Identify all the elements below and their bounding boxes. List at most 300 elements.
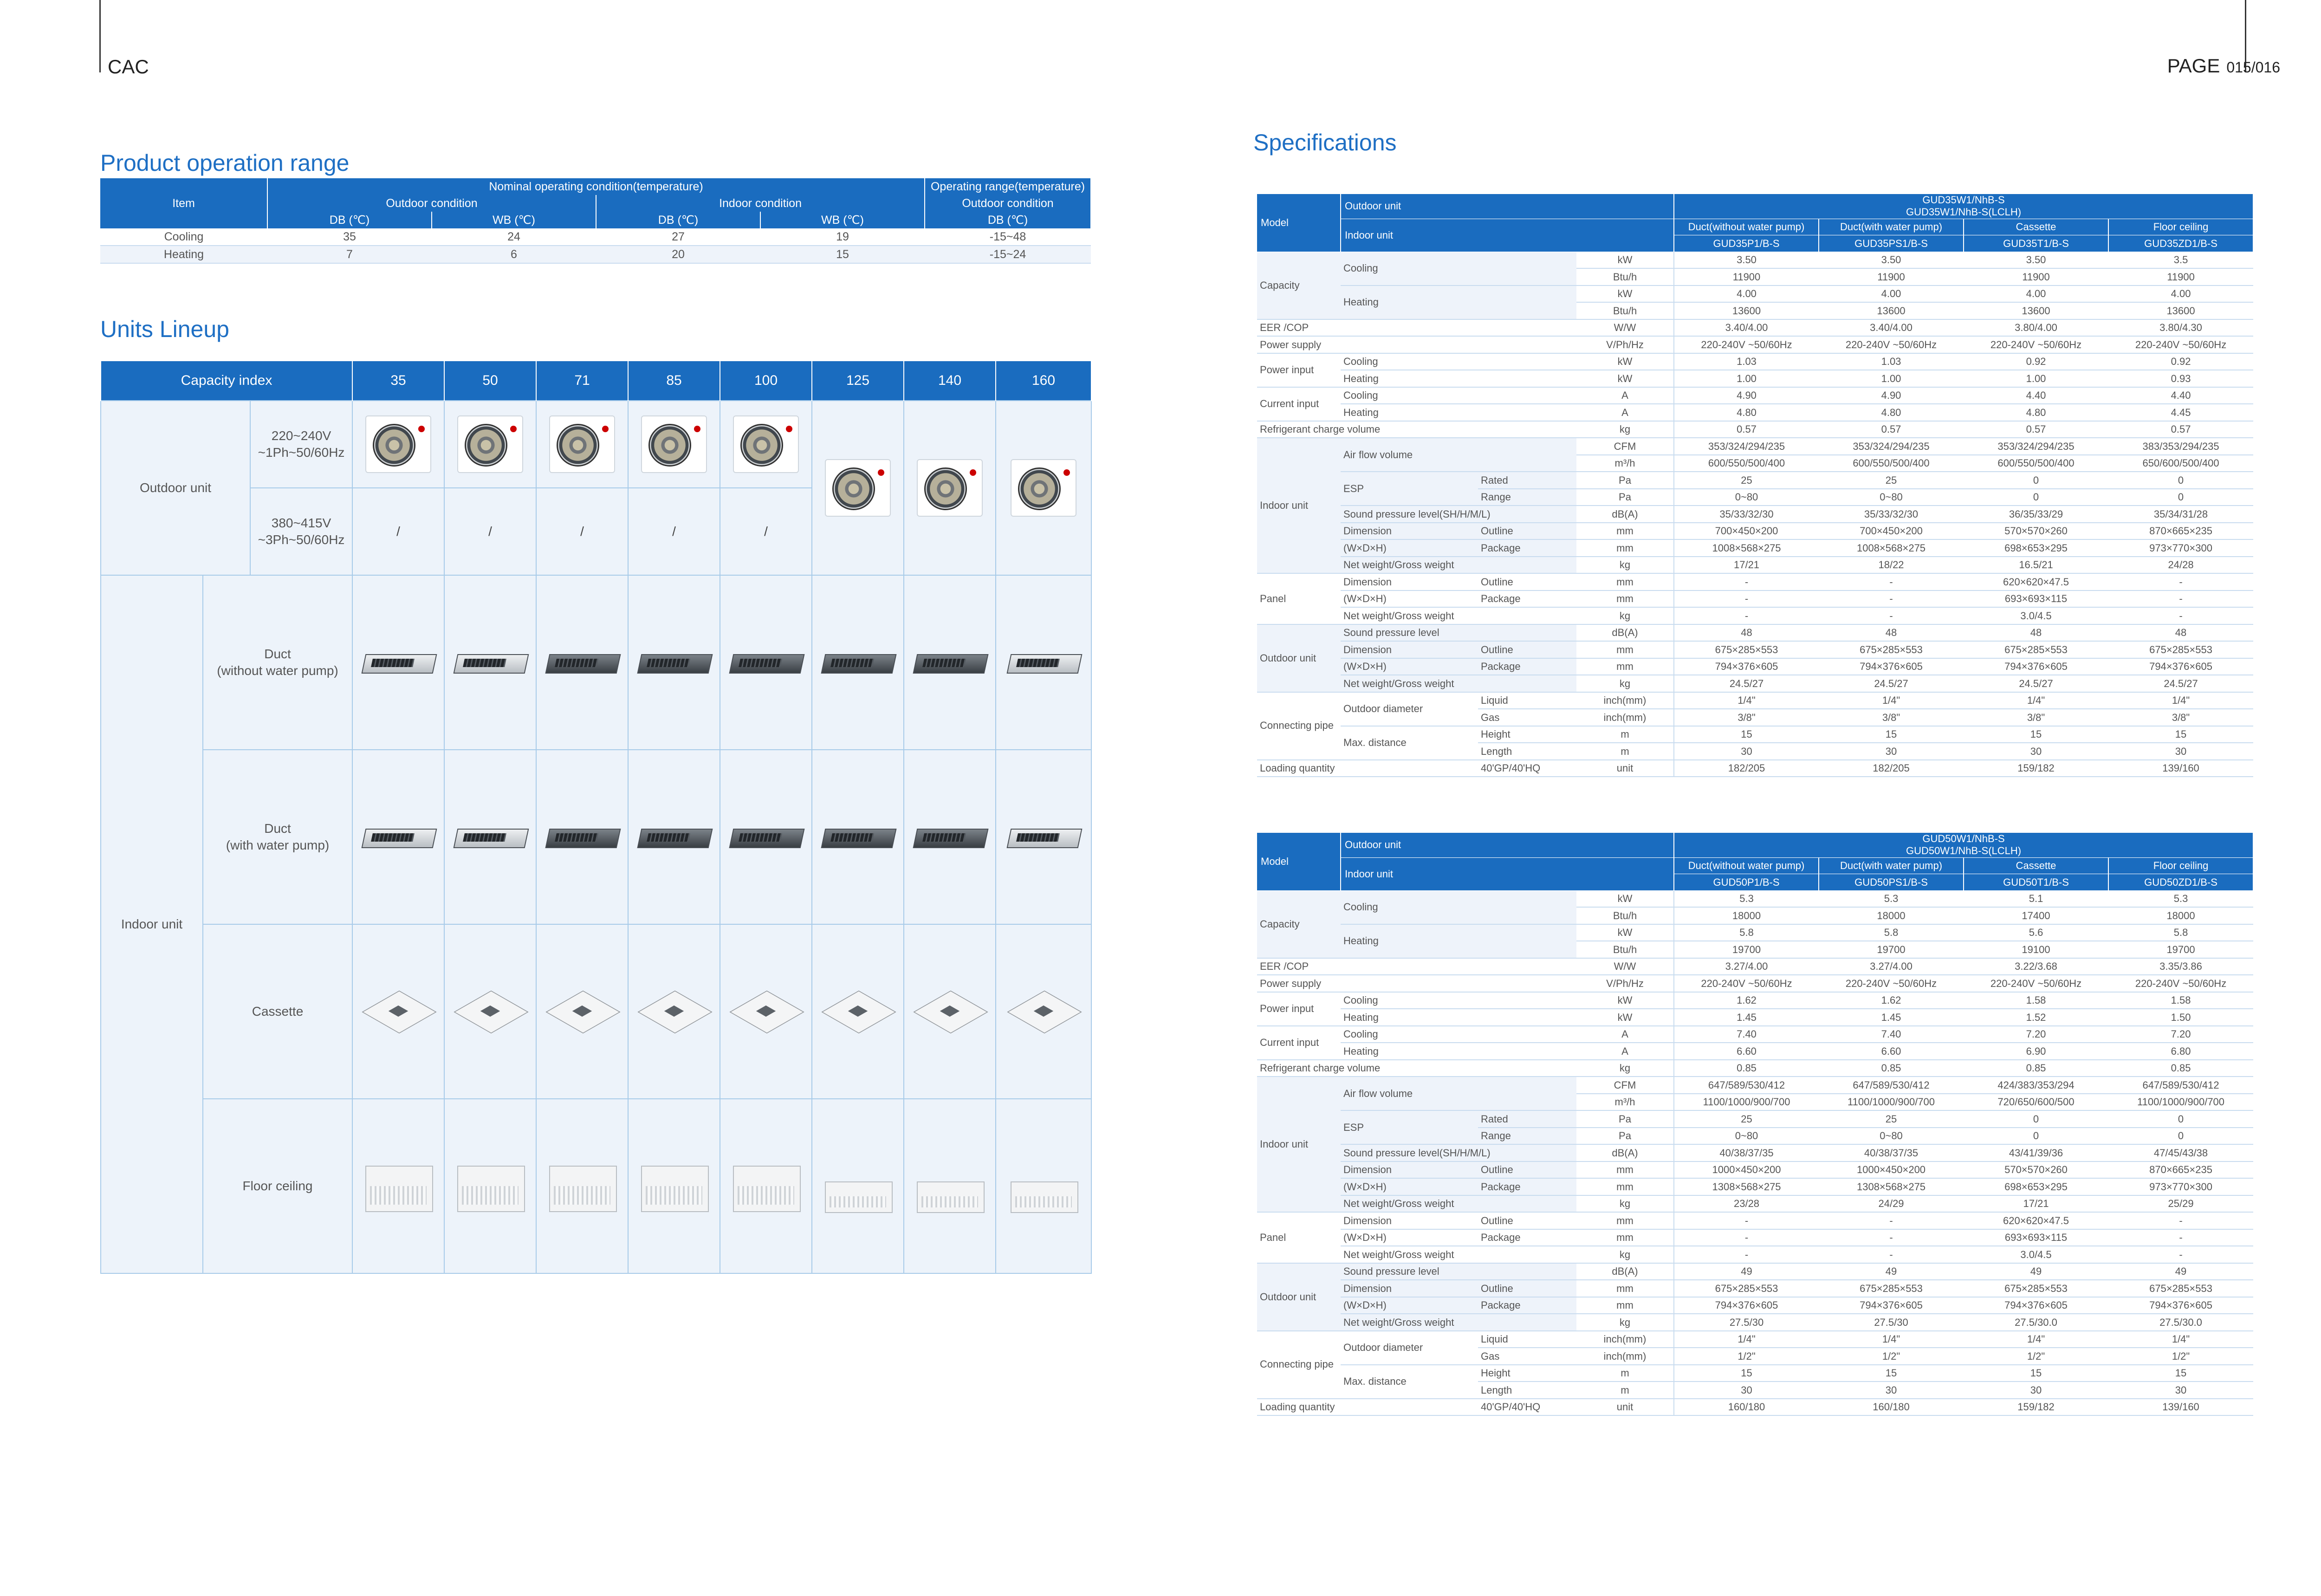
value-cell: 0.93: [2108, 370, 2253, 387]
value-cell: 5.3: [1819, 890, 1964, 907]
value-cell: 15: [2108, 1365, 2253, 1382]
row-label: (W×D×H): [1341, 1297, 1478, 1314]
value-cell: 5.1: [1964, 890, 2108, 907]
value-cell: 3.40/4.00: [1674, 319, 1819, 337]
row-label: Dimension: [1341, 573, 1478, 590]
value-cell: 220-240V ~50/60Hz: [1964, 336, 2108, 353]
unit-cell: kg: [1576, 675, 1674, 692]
row-label: Max. distance: [1341, 1365, 1478, 1399]
not-available-mark: /: [628, 488, 720, 575]
duct-unit-image: [628, 575, 720, 750]
value-cell: 1/4": [1964, 1331, 2108, 1348]
value-cell: -: [1819, 573, 1964, 590]
row-label: Dimension: [1341, 641, 1478, 658]
value-cell: 23/28: [1674, 1195, 1819, 1213]
unit-cell: Btu/h: [1576, 907, 1674, 924]
value-cell: 25/29: [2108, 1195, 2253, 1213]
duct-unit-image: [444, 575, 536, 750]
unit-cell: mm: [1576, 523, 1674, 540]
value-cell: 3.27/4.00: [1819, 958, 1964, 975]
value-cell: 1.58: [2108, 992, 2253, 1009]
row-label: Heating: [1341, 924, 1576, 958]
row-label: Cooling: [1341, 992, 1576, 1009]
value-cell: 1.03: [1819, 353, 1964, 370]
value-cell: 27.5/30.0: [1964, 1314, 2108, 1331]
value-cell: 0~80: [1674, 489, 1819, 506]
value-cell: 570×570×260: [1964, 523, 2108, 540]
value-cell: 647/589/530/412: [1819, 1077, 1964, 1094]
value-cell: -: [1674, 590, 1819, 608]
unit-cell: kW: [1576, 1009, 1674, 1026]
capacity-100: 100: [720, 361, 812, 401]
value-cell: 353/324/294/235: [1819, 438, 1964, 455]
page-indicator: [2167, 55, 2280, 77]
indoor-model: GUD50T1/B-S: [1964, 874, 2108, 891]
capacity-index-header: Capacity index: [101, 361, 352, 401]
value-cell: 5.3: [1674, 890, 1819, 907]
duct-unit-image: [720, 575, 812, 750]
value-cell: 1/4": [1964, 692, 2108, 709]
outdoor-models: GUD35W1/NhB-S GUD35W1/NhB-S(LCLH): [1674, 194, 2253, 219]
table-cell: 24: [432, 228, 596, 246]
floor-ceiling-unit-image: [996, 1099, 1091, 1273]
value-cell: 0: [1964, 472, 2108, 489]
value-cell: 0.57: [1819, 421, 1964, 438]
duct-unit-image: [352, 575, 444, 750]
unit-cell: W/W: [1576, 958, 1674, 975]
value-cell: 675×285×553: [1819, 641, 1964, 658]
unit-cell: unit: [1576, 1399, 1674, 1416]
value-cell: 139/160: [2108, 1399, 2253, 1416]
indoor-condition-header: Indoor condition: [596, 195, 925, 212]
row-label: Air flow volume: [1341, 1077, 1576, 1110]
table-cell: 7: [267, 246, 432, 263]
row-group-label: Capacity: [1257, 890, 1341, 958]
row-group-label: Capacity: [1257, 252, 1341, 319]
value-cell: 7.40: [1674, 1026, 1819, 1043]
value-cell: 3.40/4.00: [1819, 319, 1964, 337]
value-cell: 30: [2108, 743, 2253, 760]
floor-ceiling-unit-image: [904, 1099, 996, 1273]
row-group-label: Indoor unit: [1257, 438, 1341, 573]
value-cell: 5.3: [2108, 890, 2253, 907]
unit-cell: unit: [1576, 760, 1674, 777]
value-cell: 13600: [1674, 302, 1819, 319]
cassette-unit-image: [720, 924, 812, 1099]
range-header: Operating range(temperature): [925, 178, 1091, 195]
value-cell: 15: [1964, 726, 2108, 743]
outdoor-unit-image: [720, 401, 812, 488]
row-label: (W×D×H): [1341, 539, 1478, 557]
unit-cell: dB(A): [1576, 506, 1674, 523]
row-label: Sound pressure level: [1341, 1263, 1576, 1280]
indoor-unit-header: Indoor unit: [1341, 857, 1674, 890]
duct-unit-image: [720, 750, 812, 924]
value-cell: 383/353/294/235: [2108, 438, 2253, 455]
indoor-model: GUD35ZD1/B-S: [2108, 235, 2253, 252]
spec-table: [1257, 833, 2254, 1416]
row-label: Heating: [1341, 1043, 1576, 1060]
row-label: Refrigerant charge volume: [1257, 421, 1576, 438]
value-cell: 1/2": [2108, 1348, 2253, 1365]
unit-cell: CFM: [1576, 1077, 1674, 1094]
cassette-unit-image: [352, 924, 444, 1099]
value-cell: 1.62: [1819, 992, 1964, 1009]
value-cell: 220-240V ~50/60Hz: [1674, 336, 1819, 353]
row-label: Heating: [1341, 404, 1576, 421]
unit-cell: mm: [1576, 573, 1674, 590]
outdoor-unit-image: [628, 401, 720, 488]
outdoor-condition-header: Outdoor condition: [267, 195, 596, 212]
value-cell: 0: [1964, 1110, 2108, 1128]
wb-header: WB (℃): [760, 212, 925, 228]
value-cell: 4.90: [1819, 387, 1964, 404]
row-group-label: Connecting pipe: [1257, 1331, 1341, 1399]
unit-cell: kW: [1576, 992, 1674, 1009]
operation-range-table: [100, 178, 1091, 264]
value-cell: 794×376×605: [2108, 1297, 2253, 1314]
value-cell: 5.6: [1964, 924, 2108, 941]
value-cell: 160/180: [1674, 1399, 1819, 1416]
capacity-140: 140: [904, 361, 996, 401]
value-cell: 1308×568×275: [1819, 1178, 1964, 1195]
row-label: Net weight/Gross weight: [1341, 1195, 1576, 1213]
value-cell: 3/8": [2108, 709, 2253, 726]
value-cell: 698×653×295: [1964, 539, 2108, 557]
left-margin-rule: [99, 0, 101, 72]
value-cell: 0: [2108, 472, 2253, 489]
not-available-mark: /: [352, 488, 444, 575]
value-cell: 570×570×260: [1964, 1161, 2108, 1179]
row-label: ESP: [1341, 1110, 1478, 1144]
value-cell: 220-240V ~50/60Hz: [2108, 975, 2253, 992]
value-cell: 0.85: [2108, 1060, 2253, 1077]
value-cell: 0.92: [2108, 353, 2253, 370]
unit-cell: kW: [1576, 353, 1674, 370]
value-cell: 40/38/37/35: [1674, 1144, 1819, 1161]
db-header: DB (℃): [925, 212, 1091, 228]
value-cell: 4.00: [1674, 285, 1819, 303]
row-label: Rated: [1478, 1110, 1576, 1128]
section-label: CAC: [108, 56, 149, 78]
row-label: Liquid: [1478, 692, 1576, 709]
row-label: (W×D×H): [1341, 1229, 1478, 1246]
cassette-label: Cassette: [203, 924, 352, 1099]
unit-cell: inch(mm): [1576, 709, 1674, 726]
value-cell: 600/550/500/400: [1674, 455, 1819, 472]
cassette-unit-image: [444, 924, 536, 1099]
value-cell: 973×770×300: [2108, 539, 2253, 557]
row-label: Sound pressure level(SH/H/M/L): [1341, 1144, 1576, 1161]
cassette-unit-image: [812, 924, 904, 1099]
value-cell: 675×285×553: [1819, 1280, 1964, 1297]
outdoor-unit-image: [536, 401, 628, 488]
indoor-unit-header: Indoor unit: [1341, 219, 1674, 252]
value-cell: 1.50: [2108, 1009, 2253, 1026]
value-cell: 3.80/4.30: [2108, 319, 2253, 337]
floor-ceiling-unit-image: [536, 1099, 628, 1273]
value-cell: 1/2": [1819, 1348, 1964, 1365]
row-group-label: Outdoor unit: [1257, 1263, 1341, 1331]
unit-type: Duct(without water pump): [1674, 219, 1819, 235]
value-cell: 1/2": [1674, 1348, 1819, 1365]
value-cell: 0.85: [1964, 1060, 2108, 1077]
value-cell: 3.22/3.68: [1964, 958, 2108, 975]
row-group-label: Outdoor unit: [1257, 624, 1341, 692]
value-cell: 1100/1000/900/700: [1674, 1094, 1819, 1111]
value-cell: 16.5/21: [1964, 557, 2108, 574]
row-label: Net weight/Gross weight: [1341, 607, 1576, 624]
row-label: Outline: [1478, 1161, 1576, 1179]
row-label: 40'GP/40'HQ: [1478, 760, 1576, 777]
value-cell: 220-240V ~50/60Hz: [1819, 975, 1964, 992]
value-cell: -: [1819, 1246, 1964, 1263]
cassette-unit-image: [996, 924, 1091, 1099]
not-available-mark: /: [536, 488, 628, 575]
value-cell: 650/600/500/400: [2108, 455, 2253, 472]
value-cell: 1.00: [1674, 370, 1819, 387]
value-cell: 182/205: [1819, 760, 1964, 777]
value-cell: 0: [1964, 1128, 2108, 1145]
value-cell: 48: [2108, 624, 2253, 642]
value-cell: 139/160: [2108, 760, 2253, 777]
row-label: Outdoor diameter: [1341, 692, 1478, 726]
capacity-71: 71: [536, 361, 628, 401]
value-cell: 720/650/600/500: [1964, 1094, 2108, 1111]
indoor-model: GUD35P1/B-S: [1674, 235, 1819, 252]
unit-cell: mm: [1576, 641, 1674, 658]
value-cell: 0: [1964, 489, 2108, 506]
outdoor-unit-header: Outdoor unit: [1341, 833, 1674, 857]
unit-cell: V/Ph/Hz: [1576, 336, 1674, 353]
duct-unit-image: [996, 750, 1091, 924]
floor-ceiling-label: Floor ceiling: [203, 1099, 352, 1273]
value-cell: 15: [1674, 1365, 1819, 1382]
value-cell: 424/383/353/294: [1964, 1077, 2108, 1094]
unit-cell: dB(A): [1576, 1144, 1674, 1161]
value-cell: -: [1674, 1229, 1819, 1246]
row-label: Dimension: [1341, 1161, 1478, 1179]
unit-cell: Pa: [1576, 472, 1674, 489]
value-cell: 159/182: [1964, 760, 2108, 777]
value-cell: 0.92: [1964, 353, 2108, 370]
duct-unit-image: [904, 750, 996, 924]
duct-unit-image: [628, 750, 720, 924]
value-cell: 7.20: [1964, 1026, 2108, 1043]
unit-cell: A: [1576, 404, 1674, 421]
value-cell: 0.57: [2108, 421, 2253, 438]
table-cell: 27: [596, 228, 760, 246]
value-cell: 6.60: [1819, 1043, 1964, 1060]
table-cell: 35: [267, 228, 432, 246]
value-cell: -: [2108, 573, 2253, 590]
value-cell: 27.5/30.0: [2108, 1314, 2253, 1331]
row-label: Net weight/Gross weight: [1341, 557, 1576, 574]
row-label: Dimension: [1341, 1212, 1478, 1229]
value-cell: 1.62: [1674, 992, 1819, 1009]
value-cell: 19700: [1674, 941, 1819, 958]
unit-type: Cassette: [1964, 857, 2108, 874]
floor-ceiling-unit-image: [444, 1099, 536, 1273]
value-cell: 24.5/27: [1674, 675, 1819, 692]
value-cell: 17400: [1964, 907, 2108, 924]
cassette-unit-image: [628, 924, 720, 1099]
value-cell: 700×450×200: [1819, 523, 1964, 540]
table-cell: -15~48: [925, 228, 1091, 246]
unit-cell: dB(A): [1576, 1263, 1674, 1280]
row-label: (W×D×H): [1341, 590, 1478, 608]
unit-cell: kg: [1576, 607, 1674, 624]
value-cell: 17/21: [1964, 1195, 2108, 1213]
duct-unit-image: [904, 575, 996, 750]
value-cell: 1.00: [1819, 370, 1964, 387]
row-label: Heating: [1341, 1009, 1576, 1026]
duct-unit-image: [536, 750, 628, 924]
value-cell: 1/4": [1819, 692, 1964, 709]
value-cell: 48: [1819, 624, 1964, 642]
value-cell: 3.50: [1674, 252, 1819, 268]
value-cell: 5.8: [1674, 924, 1819, 941]
value-cell: 870×665×235: [2108, 523, 2253, 540]
outdoor-unit-header: Outdoor unit: [1341, 194, 1674, 219]
value-cell: 675×285×553: [1964, 641, 2108, 658]
value-cell: 3/8": [1819, 709, 1964, 726]
value-cell: 794×376×605: [1819, 1297, 1964, 1314]
range-outdoor-condition-header: Outdoor condition: [925, 195, 1091, 212]
row-label: Cooling: [1341, 353, 1576, 370]
value-cell: 27.5/30: [1819, 1314, 1964, 1331]
unit-cell: mm: [1576, 1161, 1674, 1179]
unit-cell: kg: [1576, 1246, 1674, 1263]
unit-cell: inch(mm): [1576, 692, 1674, 709]
row-label: Package: [1478, 539, 1576, 557]
value-cell: 870×665×235: [2108, 1161, 2253, 1179]
row-label: EER /COP: [1257, 958, 1576, 975]
value-cell: 675×285×553: [1674, 1280, 1819, 1297]
capacity-50: 50: [444, 361, 536, 401]
value-cell: 600/550/500/400: [1964, 455, 2108, 472]
floor-ceiling-unit-image: [812, 1099, 904, 1273]
row-label: Cooling: [100, 228, 267, 246]
value-cell: 19100: [1964, 941, 2108, 958]
value-cell: 647/589/530/412: [2108, 1077, 2253, 1094]
value-cell: 3.0/4.5: [1964, 1246, 2108, 1263]
value-cell: 15: [1964, 1365, 2108, 1382]
value-cell: 0: [2108, 1128, 2253, 1145]
value-cell: 24/28: [2108, 557, 2253, 574]
value-cell: 220-240V ~50/60Hz: [1674, 975, 1819, 992]
value-cell: 0.57: [1964, 421, 2108, 438]
row-group-label: Indoor unit: [1257, 1077, 1341, 1212]
value-cell: 30: [1964, 1382, 2108, 1399]
value-cell: 4.00: [2108, 285, 2253, 303]
row-label: Package: [1478, 1297, 1576, 1314]
row-label: Heating: [100, 246, 267, 263]
value-cell: 1000×450×200: [1674, 1161, 1819, 1179]
value-cell: 6.90: [1964, 1043, 2108, 1060]
value-cell: 620×620×47.5: [1964, 1212, 2108, 1229]
value-cell: 4.80: [1964, 404, 2108, 421]
value-cell: 18/22: [1819, 557, 1964, 574]
value-cell: 49: [1674, 1263, 1819, 1280]
unit-cell: kg: [1576, 557, 1674, 574]
indoor-model: GUD50PS1/B-S: [1819, 874, 1964, 891]
model-label: Model: [1257, 833, 1341, 890]
value-cell: 3/8": [1674, 709, 1819, 726]
row-label: Cooling: [1341, 1026, 1576, 1043]
value-cell: -: [1674, 573, 1819, 590]
capacity-160: 160: [996, 361, 1091, 401]
outdoor-unit-image: [812, 401, 904, 575]
row-label: Loading quantity: [1257, 760, 1478, 777]
value-cell: -: [1819, 607, 1964, 624]
value-cell: 3.50: [1964, 252, 2108, 268]
outdoor-unit-image: [444, 401, 536, 488]
value-cell: -: [2108, 1229, 2253, 1246]
value-cell: 794×376×605: [1964, 1297, 2108, 1314]
value-cell: 1/4": [1674, 692, 1819, 709]
value-cell: 1/4": [2108, 1331, 2253, 1348]
wb-header: WB (℃): [432, 212, 596, 228]
not-available-mark: /: [444, 488, 536, 575]
capacity-35: 35: [352, 361, 444, 401]
unit-type: Cassette: [1964, 219, 2108, 235]
row-label: Net weight/Gross weight: [1341, 1246, 1576, 1263]
table-row: [100, 228, 1091, 246]
unit-type: Duct(with water pump): [1819, 857, 1964, 874]
row-label: Dimension: [1341, 523, 1478, 540]
value-cell: 1100/1000/900/700: [2108, 1094, 2253, 1111]
value-cell: 4.40: [1964, 387, 2108, 404]
duct-unit-image: [812, 750, 904, 924]
value-cell: 1/4": [2108, 692, 2253, 709]
units-lineup-table: [100, 361, 1092, 1274]
value-cell: -: [2108, 607, 2253, 624]
capacity-85: 85: [628, 361, 720, 401]
unit-cell: Pa: [1576, 1128, 1674, 1145]
value-cell: 25: [1674, 472, 1819, 489]
value-cell: 1.03: [1674, 353, 1819, 370]
value-cell: 40/38/37/35: [1819, 1144, 1964, 1161]
row-label: Cooling: [1341, 252, 1576, 285]
value-cell: 7.40: [1819, 1026, 1964, 1043]
value-cell: 220-240V ~50/60Hz: [2108, 336, 2253, 353]
value-cell: 35/34/31/28: [2108, 506, 2253, 523]
value-cell: 675×285×553: [1674, 641, 1819, 658]
row-group-label: Panel: [1257, 573, 1341, 624]
unit-cell: mm: [1576, 658, 1674, 675]
value-cell: 1008×568×275: [1674, 539, 1819, 557]
row-label: Max. distance: [1341, 726, 1478, 760]
value-cell: 4.45: [2108, 404, 2253, 421]
value-cell: 794×376×605: [2108, 658, 2253, 675]
value-cell: 30: [1674, 743, 1819, 760]
value-cell: -: [1674, 607, 1819, 624]
value-cell: 3.0/4.5: [1964, 607, 2108, 624]
unit-type: Floor ceiling: [2108, 857, 2253, 874]
unit-cell: dB(A): [1576, 624, 1674, 642]
value-cell: 35/33/32/30: [1674, 506, 1819, 523]
value-cell: 1.52: [1964, 1009, 2108, 1026]
unit-cell: m³/h: [1576, 455, 1674, 472]
value-cell: 18000: [2108, 907, 2253, 924]
value-cell: 0~80: [1674, 1128, 1819, 1145]
row-label: Sound pressure level: [1341, 624, 1576, 642]
cassette-unit-image: [904, 924, 996, 1099]
unit-cell: Btu/h: [1576, 268, 1674, 285]
unit-cell: W/W: [1576, 319, 1674, 337]
floor-ceiling-unit-image: [352, 1099, 444, 1273]
